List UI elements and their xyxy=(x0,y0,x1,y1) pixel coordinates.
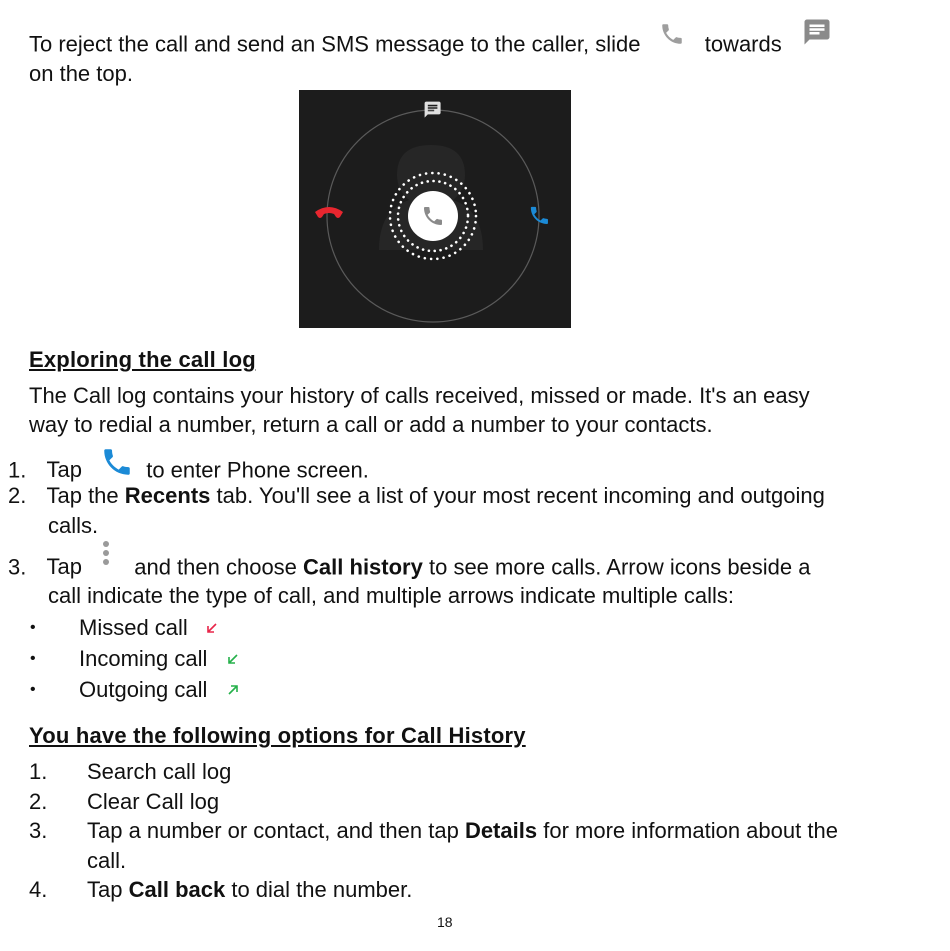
incoming-call-screenshot xyxy=(299,90,571,328)
message-icon xyxy=(802,17,832,54)
option-text-part: to dial the number. xyxy=(231,877,413,902)
step-text: and then choose xyxy=(134,554,297,580)
option-text: Search call log xyxy=(87,759,232,784)
option-text-part: for more information about the xyxy=(543,818,838,843)
call-back-label: Call back xyxy=(128,877,226,902)
option-number: 1. xyxy=(29,759,48,784)
option-text: Clear Call log xyxy=(87,789,220,814)
step-text: Tap xyxy=(46,554,82,580)
step-text: to enter Phone screen. xyxy=(146,457,369,483)
bullet-mark: • xyxy=(30,619,36,636)
page-number: 18 xyxy=(437,914,453,930)
bullet-label: Incoming call xyxy=(79,646,208,671)
intro-text-2: towards xyxy=(704,31,782,57)
step-text: Tap xyxy=(46,457,82,483)
bullet-label: Outgoing call xyxy=(79,677,208,702)
option-number: 4. xyxy=(29,877,48,902)
phone-app-icon xyxy=(100,445,134,486)
step-2 xyxy=(8,481,938,510)
bullet-label: Missed call xyxy=(79,615,188,640)
call-log-paragraph-line-1: The Call log contains your history of calls received, missed or made. It's an easy xyxy=(29,383,810,408)
step-number: 1. xyxy=(8,457,27,483)
option-text-part: Tap xyxy=(87,877,123,902)
option-3-continued: call. xyxy=(87,848,127,873)
details-label: Details xyxy=(464,818,538,843)
bullet-mark: • xyxy=(30,681,36,698)
intro-line-1 xyxy=(29,27,929,64)
section-heading-call-log: Exploring the call log xyxy=(29,347,256,372)
bullet-mark: • xyxy=(30,650,36,667)
option-text xyxy=(87,816,838,845)
phone-handset-icon xyxy=(659,21,685,54)
option-text xyxy=(87,875,412,904)
step-3-continued: call indicate the type of call, and multiple arrows indicate multiple calls: xyxy=(48,583,734,608)
option-number: 3. xyxy=(29,818,48,843)
message-icon xyxy=(425,102,441,118)
step-number: 3. xyxy=(8,554,27,580)
missed-call-arrow-icon xyxy=(205,613,219,642)
option-text-part: Tap a number or contact, and then tap xyxy=(87,818,459,843)
step-text: Tap the xyxy=(46,483,119,508)
recents-tab-label: Recents xyxy=(124,483,211,508)
option-number: 2. xyxy=(29,789,48,814)
intro-line-2: on the top. xyxy=(29,61,133,86)
incoming-call-arrow-icon xyxy=(226,644,240,673)
incoming-call-graphic xyxy=(299,90,571,328)
call-history-label: Call history xyxy=(303,554,423,580)
step-text: to see more calls. Arrow icons beside a xyxy=(428,554,811,580)
more-options-icon xyxy=(102,540,110,573)
reject-call-icon xyxy=(315,207,343,218)
call-log-paragraph-line-2: way to redial a number, return a call or add a number to your contacts. xyxy=(29,412,713,437)
outgoing-call-arrow-icon xyxy=(226,675,240,704)
step-text: tab. You'll see a list of your most recent incoming and outgoing xyxy=(216,483,825,508)
intro-text-1: To reject the call and send an SMS message to the caller, slide xyxy=(29,31,641,57)
section-heading-call-history: You have the following options for Call History xyxy=(29,723,526,748)
step-number: 2. xyxy=(8,483,27,508)
step-2-continued: calls. xyxy=(48,513,99,538)
